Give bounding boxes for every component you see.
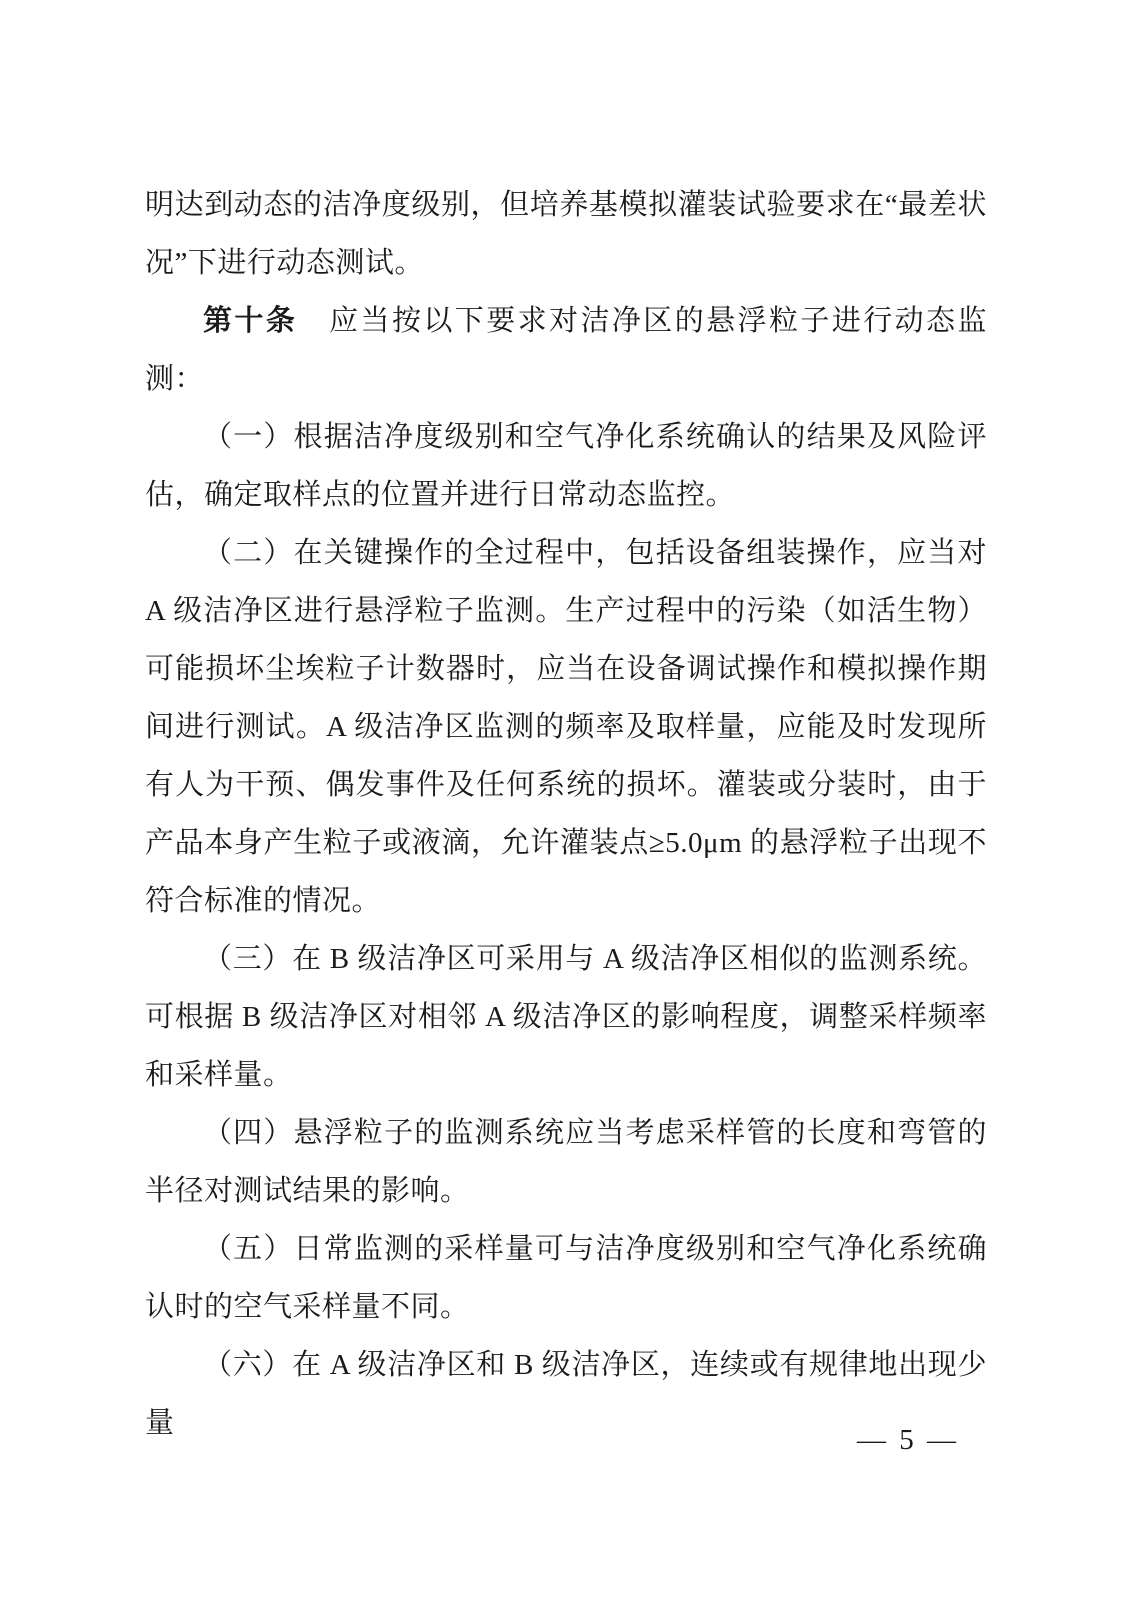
- article-10-paragraph: [145, 292, 987, 408]
- list-item-4: （四）悬浮粒子的监测系统应当考虑采样管的长度和弯管的半径对测试结果的影响。: [145, 1117, 987, 1207]
- article-10-text: 应当按以下要求对洁净区的悬浮粒子进行动态监测：: [145, 305, 987, 395]
- list-item-6-truncated: （六）在 A 级洁净区和 B 级洁净区，连续或有规律地出现少量: [145, 1349, 987, 1439]
- list-item-2: （二）在关键操作的全过程中，包括设备组装操作，应当对 A 级洁净区进行悬浮粒子监测。生产过程中的污染（如活生物）可能损坏尘埃粒子计数器时，应当在设备调试操作和模拟操作期间进行测试。A 级洁净区监测的频率及取样量，应能及时发现所有人为干预、偶发事件及任何系统的损坏。灌装或分装时，由于产品本身产生粒子或液滴，允许灌装点≥5.0μm 的悬浮粒子出现不符合标准的情况。: [145, 537, 987, 917]
- list-item-5: （五）日常监测的采样量可与洁净度级别和空气净化系统确认时的空气采样量不同。: [145, 1233, 987, 1323]
- page-number: — 5 —: [857, 1424, 959, 1456]
- article-number-label: 第十条: [203, 305, 298, 337]
- paragraph-continuation: 明达到动态的洁净度级别，但培养基模拟灌装试验要求在“最差状况”下进行动态测试。: [145, 189, 987, 279]
- list-item-3: （三）在 B 级洁净区可采用与 A 级洁净区相似的监测系统。可根据 B 级洁净区对相邻 A 级洁净区的影响程度，调整采样频率和采样量。: [145, 943, 987, 1091]
- list-item-1: （一）根据洁净度级别和空气净化系统确认的结果及风险评估，确定取样点的位置并进行日常动态监控。: [145, 421, 987, 511]
- document-body: [145, 176, 987, 1452]
